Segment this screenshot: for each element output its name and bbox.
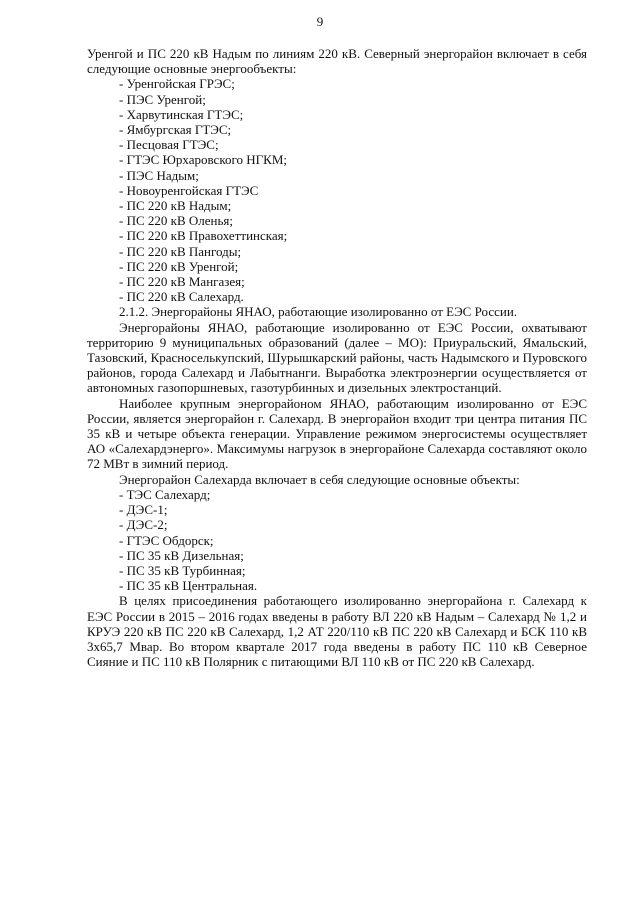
list-item: - ПС 220 кВ Пангоды; xyxy=(119,243,242,259)
list-item: - ПЭС Уренгой; xyxy=(119,91,206,107)
salekhard-objects-list xyxy=(87,487,587,593)
list-item: - ПС 220 кВ Мангазея; xyxy=(119,274,245,290)
paragraph-salekhard-objects-intro: Энергорайон Салехарда включает в себя следующие основные объекты: xyxy=(119,471,520,487)
paragraph-connection: В целях присоединения работающего изолированно энергорайона г. Салехард к ЕЭС России в 2015 – 2016 годах введены в работу ВЛ 220 кВ Надым – Салехард № 1,2 и КРУЭ 220 кВ ПС 220 кВ Салехард, 1,2 АТ 220/110 кВ ПС 220 кВ Салехард и БСК 110 кВ 3х65,7 Мвар. Во втором квартале 2017 года введены в работу ПС 110 кВ Северное Сияние и ПС 110 кВ Полярник с питающими ВЛ 110 кВ от ПС 220 кВ Салехард. xyxy=(87,593,587,670)
northern-region-objects-list xyxy=(87,76,587,304)
list-item: - ГТЭС Обдорск; xyxy=(119,532,214,548)
list-item: - ДЭС-1; xyxy=(119,502,168,518)
list-item: - ДЭС-2; xyxy=(119,517,168,533)
list-item: - ПС 220 кВ Уренгой; xyxy=(119,258,239,274)
list-item: - Новоуренгойская ГТЭС xyxy=(119,182,259,198)
list-item: - Песцовая ГТЭС; xyxy=(119,137,219,153)
list-item: - ПС 35 кВ Дизельная; xyxy=(119,547,244,563)
paragraph-isolated-regions: Энергорайоны ЯНАО, работающие изолированно от ЕЭС России, охватывают территорию 9 муниципальных образований (далее – МО): Приуральский, Ямальский, Тазовский, Красноселькупский, Шурышкарский районы, часть Надымского и Пуровского районов, города Салехард и Лабытнанги. Выработка электроэнергии осуществляется от автономных газопоршневых, газотурбинных и дизельных электростанций. xyxy=(87,319,587,396)
list-item: - ПС 220 кВ Салехард. xyxy=(119,289,244,305)
paragraph-salekhard-region: Наиболее крупным энергорайоном ЯНАО, работающим изолированно от ЕЭС России, является энергорайон г. Салехард. В энергорайон входит три центра питания ПС 35 кВ и четыре объекта генерации. Управление режимом энергосистемы осуществляет АО «Салехардэнерго». Максимумы нагрузок в энергорайоне Салехарда составляют около 72 МВт в зимний период. xyxy=(87,395,587,472)
list-item: - ПЭС Надым; xyxy=(119,167,199,183)
list-item: - ПС 220 кВ Правохеттинская; xyxy=(119,228,288,244)
list-item: - ПС 35 кВ Центральная. xyxy=(119,578,258,594)
list-item: - ПС 35 кВ Турбинная; xyxy=(119,562,246,578)
list-item: - ПС 220 кВ Надым; xyxy=(119,198,232,214)
list-item: - Уренгойская ГРЭС; xyxy=(119,76,235,92)
list-item: - ГТЭС Юрхаровского НГКМ; xyxy=(119,152,287,168)
list-item: - Ямбургская ГТЭС; xyxy=(119,122,232,138)
paragraph-northern-region: Уренгой и ПС 220 кВ Надым по линиям 220 кВ. Северный энергорайон включает в себя следующие основные энергообъекты: xyxy=(87,46,587,77)
section-heading: 2.1.2. Энергорайоны ЯНАО, работающие изолированно от ЕЭС России. xyxy=(119,304,518,320)
list-item: - Харвутинская ГТЭС; xyxy=(119,106,244,122)
page-number: 9 xyxy=(316,14,324,29)
list-item: - ПС 220 кВ Оленья; xyxy=(119,213,233,229)
list-item: - ТЭС Салехард; xyxy=(119,486,211,502)
page-content xyxy=(87,46,587,669)
